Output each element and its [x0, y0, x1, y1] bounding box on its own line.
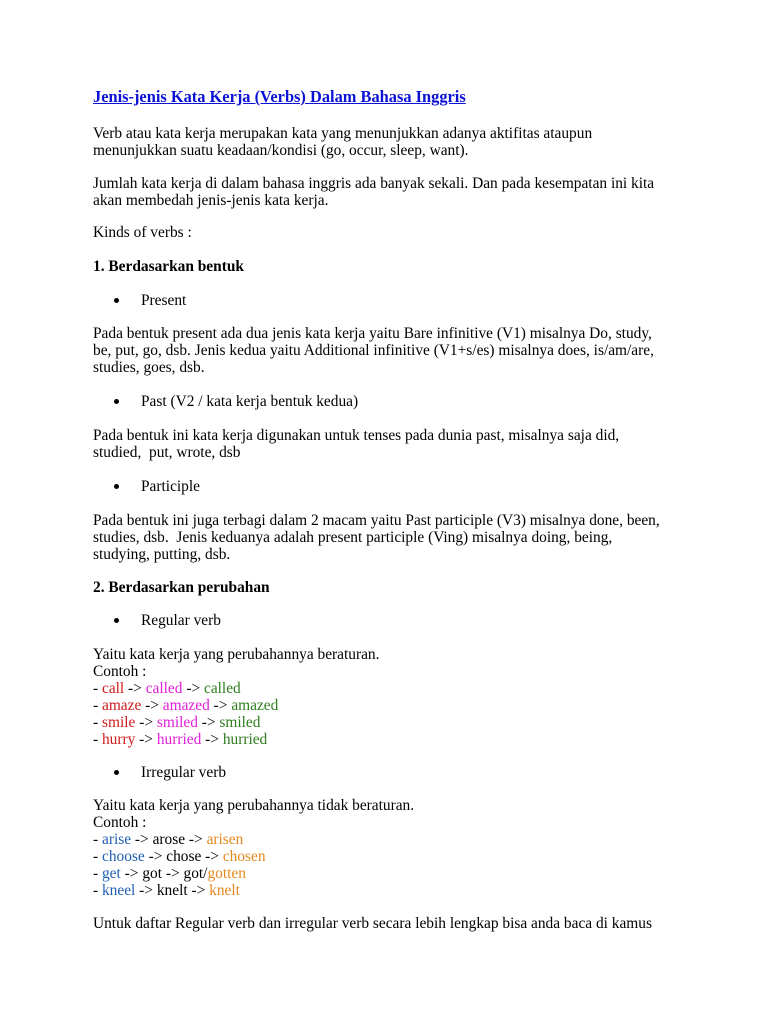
bullet-participle-label: Participle: [141, 478, 200, 495]
section1-heading: 1. Berdasarkan bentuk: [93, 258, 244, 275]
section2-heading: 2. Berdasarkan perubahan: [93, 579, 270, 596]
intro-paragraph-1: [93, 125, 693, 159]
regular-row: - smile -> smiled -> smiled: [93, 714, 261, 731]
bullet-past: [114, 393, 358, 410]
past-paragraph: [93, 427, 693, 461]
kinds-label: Kinds of verbs :: [93, 224, 192, 241]
bullet-regular: [114, 612, 221, 629]
bullet-irregular-label: Irregular verb: [141, 764, 227, 781]
present-paragraph: [93, 325, 693, 376]
regular-row: - amaze -> amazed -> amazed: [93, 697, 279, 714]
bullet-present-label: Present: [141, 292, 187, 309]
regular-examples: [93, 646, 693, 748]
participle-paragraph: [93, 512, 693, 563]
intro1-line2: menunjukkan suatu keadaan/kondisi (go, occur, sleep, want).: [93, 142, 469, 159]
bullet-dot-icon: [114, 298, 119, 303]
past-line1: Pada bentuk ini kata kerja digunakan untuk tenses pada dunia past, misalnya saja did,: [93, 427, 620, 444]
irregular-examples: [93, 797, 693, 899]
bullet-dot-icon: [114, 399, 119, 404]
closing-paragraph: Untuk daftar Regular verb dan irregular verb secara lebih lengkap bisa anda baca di kamus: [93, 915, 652, 932]
past-line2: studied, put, wrote, dsb: [93, 444, 241, 461]
intro2-line2: akan membedah jenis-jenis kata kerja.: [93, 192, 329, 209]
irregular-contoh-label: Contoh :: [93, 814, 147, 831]
present-line1: Pada bentuk present ada dua jenis kata kerja yaitu Bare infinitive (V1) misalnya Do, study,: [93, 325, 652, 342]
regular-description: Yaitu kata kerja yang perubahannya beraturan.: [93, 646, 380, 663]
bullet-dot-icon: [114, 484, 119, 489]
present-line3: studies, goes, dsb.: [93, 359, 205, 376]
participle-line1: Pada bentuk ini juga terbagi dalam 2 macam yaitu Past participle (V3) misalnya done, been,: [93, 512, 660, 529]
regular-row: - call -> called -> called: [93, 680, 241, 697]
regular-row: - hurry -> hurried -> hurried: [93, 731, 268, 748]
present-line2: be, put, go, dsb. Jenis kedua yaitu Additional infinitive (V1+s/es) misalnya does, is/am/are,: [93, 342, 654, 359]
intro2-line1: Jumlah kata kerja di dalam bahasa inggris ada banyak sekali. Dan pada kesempatan ini kita: [93, 175, 655, 192]
irregular-description: Yaitu kata kerja yang perubahannya tidak beraturan.: [93, 797, 415, 814]
bullet-irregular: [114, 764, 226, 781]
intro-paragraph-2: [93, 175, 693, 209]
bullet-present: [114, 292, 186, 309]
intro1-line1: Verb atau kata kerja merupakan kata yang menunjukkan adanya aktifitas ataupun: [93, 125, 593, 142]
page-title[interactable]: Jenis-jenis Kata Kerja (Verbs) Dalam Bahasa Inggris: [93, 87, 466, 106]
bullet-participle: [114, 478, 200, 495]
bullet-past-label: Past (V2 / kata kerja bentuk kedua): [141, 393, 359, 410]
bullet-regular-label: Regular verb: [141, 612, 221, 629]
bullet-dot-icon: [114, 770, 119, 775]
bullet-dot-icon: [114, 618, 119, 623]
irregular-row: - arise -> arose -> arisen: [93, 831, 244, 848]
participle-line3: studying, putting, dsb.: [93, 546, 231, 563]
irregular-row: - get -> got -> got/gotten: [93, 865, 246, 882]
irregular-row: - kneel -> knelt -> knelt: [93, 882, 240, 899]
irregular-row: - choose -> chose -> chosen: [93, 848, 266, 865]
participle-line2: studies, dsb. Jenis keduanya adalah present participle (Ving) misalnya doing, being,: [93, 529, 613, 546]
regular-contoh-label: Contoh :: [93, 663, 147, 680]
